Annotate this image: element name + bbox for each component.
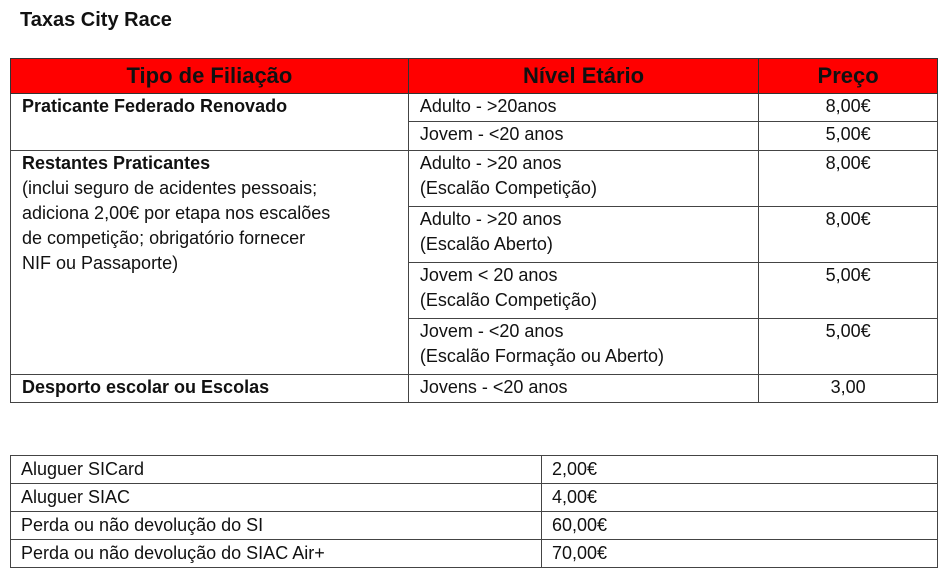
- category-name: Desporto escolar ou Escolas: [22, 377, 270, 397]
- category-note-line: adiciona 2,00€ por etapa nos escalões: [22, 203, 331, 223]
- table-header-row: [11, 59, 938, 94]
- rental-price: 70,00€: [542, 540, 938, 568]
- level-text: Jovem - <20 anos: [419, 124, 564, 144]
- price-cell: 8,00€: [759, 94, 938, 122]
- category-cell: [11, 94, 409, 151]
- rental-item: Aluguer SICard: [11, 456, 542, 484]
- level-text: Adulto - >20anos: [419, 96, 557, 116]
- price-cell: 3,00: [759, 375, 938, 403]
- category-note-line: (inclui seguro de acidentes pessoais;: [22, 178, 318, 198]
- level-text: Adulto - >20 anos: [419, 153, 562, 173]
- level-cell: [408, 207, 758, 263]
- level-cell: [408, 375, 758, 403]
- level-text: Adulto - >20 anos: [419, 209, 562, 229]
- price-cell: 8,00€: [759, 151, 938, 207]
- level-subtext: (Escalão Aberto): [419, 234, 553, 254]
- level-cell: [408, 151, 758, 207]
- rental-price: 2,00€: [542, 456, 938, 484]
- price-cell: 8,00€: [759, 207, 938, 263]
- table-row: [11, 151, 938, 207]
- rental-table: [10, 455, 938, 568]
- table-row: [11, 512, 938, 540]
- category-note-line: NIF ou Passaporte): [22, 253, 179, 273]
- category-cell: [11, 151, 409, 375]
- category-note-line: de competição; obrigatório fornecer: [22, 228, 306, 248]
- level-cell: [408, 263, 758, 319]
- level-subtext: (Escalão Formação ou Aberto): [419, 346, 664, 366]
- page-title: Taxas City Race: [20, 9, 172, 31]
- rental-item: Aluguer SIAC: [11, 484, 542, 512]
- level-text: Jovem - <20 anos: [419, 321, 564, 341]
- level-text: Jovens - <20 anos: [419, 377, 568, 397]
- level-text: Jovem < 20 anos: [419, 265, 558, 285]
- level-cell: [408, 122, 758, 151]
- header-nivel-etario: Nível Etário: [408, 59, 758, 94]
- level-subtext: (Escalão Competição): [419, 178, 597, 198]
- price-cell: 5,00€: [759, 263, 938, 319]
- level-cell: [408, 94, 758, 122]
- table-row: [11, 484, 938, 512]
- table-row: [11, 540, 938, 568]
- table-row: [11, 456, 938, 484]
- rental-item: Perda ou não devolução do SI: [11, 512, 542, 540]
- rental-item: Perda ou não devolução do SIAC Air+: [11, 540, 542, 568]
- level-subtext: (Escalão Competição): [419, 290, 597, 310]
- rental-price: 60,00€: [542, 512, 938, 540]
- level-cell: [408, 319, 758, 375]
- category-cell: [11, 375, 409, 403]
- price-cell: 5,00€: [759, 319, 938, 375]
- header-preco: Preço: [759, 59, 938, 94]
- rental-price: 4,00€: [542, 484, 938, 512]
- category-name: Praticante Federado Renovado: [22, 96, 288, 116]
- fees-table: [10, 58, 938, 403]
- table-row: [11, 94, 938, 122]
- header-tipo-filiacao: Tipo de Filiação: [11, 59, 409, 94]
- price-cell: 5,00€: [759, 122, 938, 151]
- category-name: Restantes Praticantes: [22, 153, 211, 173]
- table-row: [11, 375, 938, 403]
